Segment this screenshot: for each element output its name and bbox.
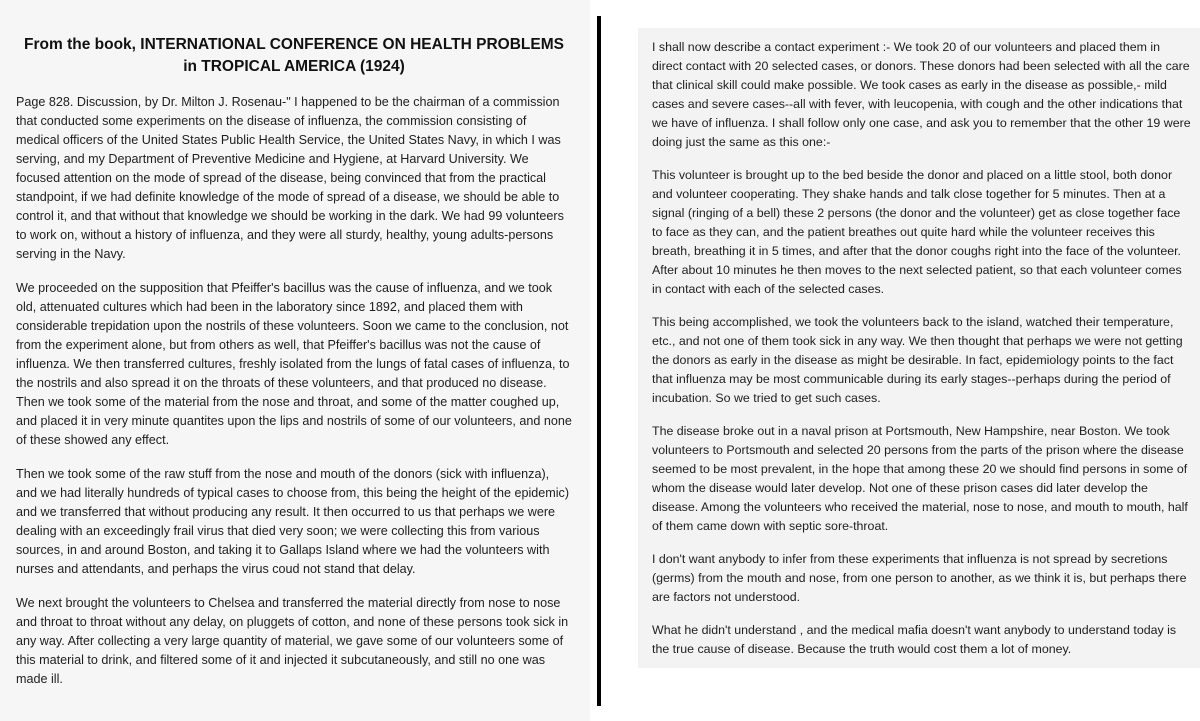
right-paragraph-4: The disease broke out in a naval prison at Portsmouth, New Hampshire, near Boston. We took volunteers to Portsmouth and selected 20 persons from the parts of the prison where the disease seemed to be most prevalent, in the hope that among these 20 we should find persons in some of whom the disease would later develop. Not one of these prison cases did later develop the disease. Among the volunteers who received the material, nose to nose, and mouth to mouth, half of them came down with septic sore-throat. [652, 424, 1188, 533]
book-title: From the book, INTERNATIONAL CONFERENCE ON HEALTH PROBLEMS in TROPICAL AMERICA (1924) [24, 36, 564, 75]
right-paragraph-1: I shall now describe a contact experiment :- We took 20 of our volunteers and placed them in direct contact with 20 selected cases, or donors. These donors had been selected with all the care that clinical skill could make possible. We took cases as early in the disease as possible,- mild cases and severe cases--all with fever, with leucopenia, with cough and the other indications that we have of influenza. I shall follow only one case, and ask you to remember that the other 19 were doing just the same as this one:- [652, 40, 1191, 149]
left-paragraph-4: We next brought the volunteers to Chelsea and transferred the material directly from nose to nose and throat to throat without any delay, on pluggets of cotton, and none of these persons took sick in any way. After collecting a very large quantity of material, we gave some of our volunteers some of this material to drink, and filtered some of it and injected it subcutaneously, and still no one was made ill. [16, 596, 569, 686]
right-paragraph-2: This volunteer is brought up to the bed beside the donor and placed on a little stool, both donor and volunteer cooperating. They shake hands and talk close together for 5 minutes. Then at a signal (ringing of a bell) these 2 persons (the donor and the volunteer) get as close together face to face as they can, and the patient breathes out quite hard while the volunteer receives this breath, breathing it in 5 times, and after that the donor coughs right into the face of the volunteer. After about 10 minutes he then moves to the next selected patient, so that each volunteer comes in contact with each of the selected cases. [652, 168, 1182, 296]
right-page-body [652, 38, 1192, 673]
left-page-body [16, 93, 572, 704]
left-paragraph-3: Then we took some of the raw stuff from the nose and mouth of the donors (sick with influenza), and we had literally hundreds of typical cases to choose from, this being the height of the epidemic) and we transferred that without producing any result. It then occurred to us that perhaps we were dealing with an exceedingly frail virus that died very soon; we were collecting this from various sources, in and around Boston, and taking it to Gallaps Island where we had the volunteers with nurses and attendants, and perhaps the virus coud not stand that delay. [16, 467, 570, 576]
vertical-divider [597, 16, 601, 706]
right-paragraph-6: What he didn't understand , and the medical mafia doesn't want anybody to understand today is the true cause of disease. Because the truth would cost them a lot of money. [652, 623, 1177, 656]
left-paragraph-1: Page 828. Discussion, by Dr. Milton J. Rosenau-" I happened to be the chairman of a commission that conducted some experiments on the disease of influenza, the commission consisting of medical officers of the United States Public Health Service, the United States Navy, in which I was serving, and my Department of Preventive Medicine and Hygiene, at Harvard University. We focused attention on the mode of spread of the disease, being convinced that from the practical standpoint, if we had definite knowledge of the mode of spread of a disease, we should be able to control it, and that without that knowledge we should be working in the dark. We had 99 volunteers to work on, without a history of influenza, and they were all sturdy, healthy, young adults-persons serving in the Navy. [16, 95, 564, 261]
right-paragraph-3: This being accomplished, we took the volunteers back to the island, watched their temperature, etc., and not one of them took sick in any way. We then thought that perhaps we were not getting the donors as early in the disease as might be desirable. In fact, epidemiology points to the fact that influenza may be most communicable during its early stages--perhaps during the period of incubation. So we tried to get such cases. [652, 315, 1183, 405]
left-paragraph-2: We proceeded on the supposition that Pfeiffer's bacillus was the cause of influenza, and we took old, attenuated cultures which had been in the laboratory since 1892, and placed them with considerable trepidation upon the nostrils of these volunteers. Soon we came to the conclusion, not from the experiment alone, but from others as well, that Pfeiffer's bacillus was not the cause of influenza. We then transferred cultures, freshly isolated from the lungs of fatal cases of influenza, to the nostrils and also spread it on the throats of these volunteers, and that produced no disease. Then we took some of the material from the nose and throat, and some of the matter coughed up, and placed it in very minute quantites upon the lips and nostrils of some of our volunteers, and none of these showed any effect. [16, 281, 572, 447]
right-paragraph-5: I don't want anybody to infer from these experiments that influenza is not spread by secretions (germs) from the mouth and nose, from one person to another, as we think it is, but perhaps there are factors not understood. [652, 552, 1187, 604]
